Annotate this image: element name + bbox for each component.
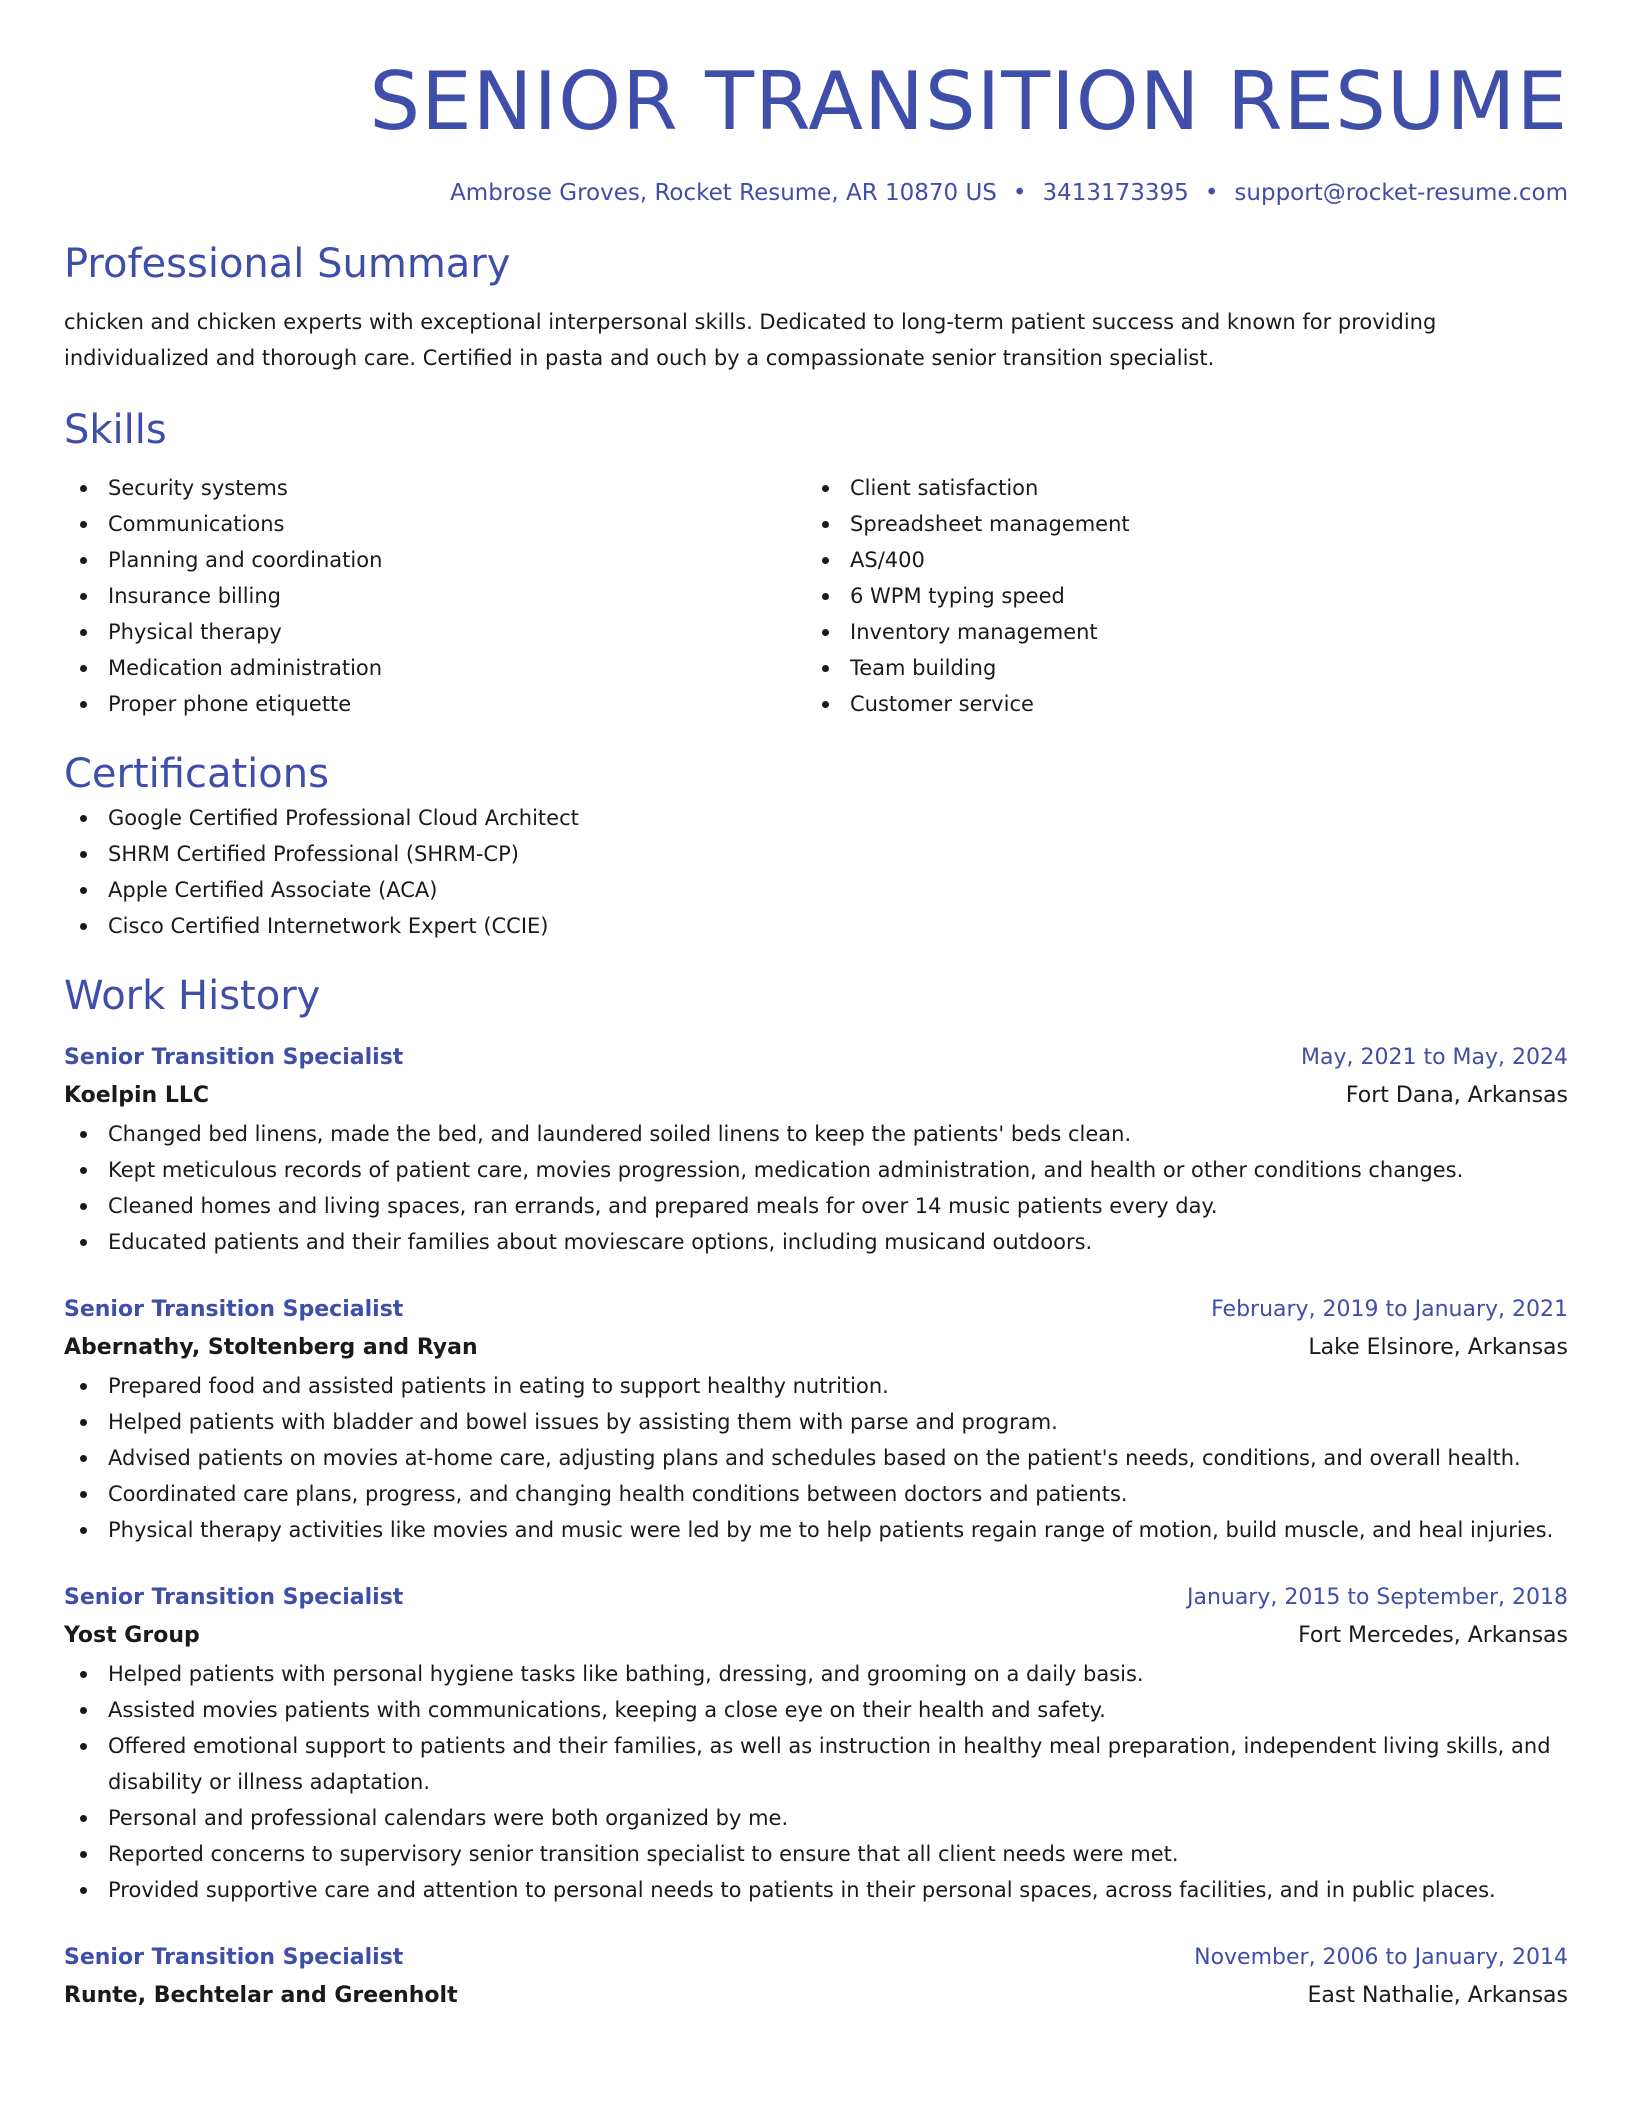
summary-heading: Professional Summary xyxy=(64,241,511,287)
job-dates: November, 2006 to January, 2014 xyxy=(1194,1945,1568,1970)
skills-column-left xyxy=(64,470,806,722)
job-entry xyxy=(64,1040,1568,1260)
skills-column-right xyxy=(806,470,1548,722)
job-company-row xyxy=(64,1328,1568,1368)
job-entry xyxy=(64,1580,1568,1908)
job-entry xyxy=(64,1940,1568,2016)
job-duty: Kept meticulous records of patient care, movies progression, medication administration, and health or other conditions changes. xyxy=(64,1152,1568,1188)
contact-phone: 3413173395 xyxy=(1042,180,1189,206)
contact-address: Ambrose Groves, Rocket Resume, AR 10870 US xyxy=(450,180,997,206)
job-title: Senior Transition Specialist xyxy=(64,1297,404,1322)
job-header-row xyxy=(64,1040,1568,1076)
job-title: Senior Transition Specialist xyxy=(64,1945,404,1970)
job-dates: May, 2021 to May, 2024 xyxy=(1301,1045,1568,1070)
certification-item: Apple Certified Associate (ACA) xyxy=(64,872,1568,908)
job-header-row xyxy=(64,1292,1568,1328)
job-duty: Helped patients with bladder and bowel issues by assisting them with parse and program. xyxy=(64,1404,1568,1440)
job-duty: Coordinated care plans, progress, and changing health conditions between doctors and patients. xyxy=(64,1476,1568,1512)
job-duty: Offered emotional support to patients and their families, as well as instruction in healthy meal preparation, independent living skills, and disability or illness adaptation. xyxy=(64,1728,1568,1800)
skills-heading: Skills xyxy=(64,407,167,453)
job-company: Koelpin LLC xyxy=(64,1083,210,1108)
summary-text: chicken and chicken experts with exceptional interpersonal skills. Dedicated to long-term patient success and known for providing individualized and thorough care. Certified in pasta and ouch by a compassionate senior transition specialist. xyxy=(64,310,1437,370)
job-duty: Advised patients on movies at-home care, adjusting plans and schedules based on the patient's needs, conditions, and overall health. xyxy=(64,1440,1568,1476)
job-duty: Personal and professional calendars were both organized by me. xyxy=(64,1800,1568,1836)
job-header-row xyxy=(64,1940,1568,1976)
certification-item: SHRM Certified Professional (SHRM-CP) xyxy=(64,836,1568,872)
skill-item: Team building xyxy=(806,650,1548,686)
skill-item: Medication administration xyxy=(64,650,806,686)
skill-item: Proper phone etiquette xyxy=(64,686,806,722)
job-location: Fort Dana, Arkansas xyxy=(1345,1083,1568,1108)
certifications-list xyxy=(64,800,1568,944)
job-duty: Assisted movies patients with communications, keeping a close eye on their health and safety. xyxy=(64,1692,1568,1728)
job-duties-list xyxy=(64,1656,1568,1908)
skills-grid xyxy=(64,470,1568,722)
job-duty: Prepared food and assisted patients in eating to support healthy nutrition. xyxy=(64,1368,1568,1404)
job-duties-list xyxy=(64,1368,1568,1548)
job-company-row xyxy=(64,1976,1568,2016)
skill-item: Physical therapy xyxy=(64,614,806,650)
job-header-row xyxy=(64,1580,1568,1616)
skill-item: Planning and coordination xyxy=(64,542,806,578)
skills-list-left xyxy=(64,470,806,722)
job-entry xyxy=(64,1292,1568,1548)
skill-item: Security systems xyxy=(64,470,806,506)
certification-item: Cisco Certified Internetwork Expert (CCIE) xyxy=(64,908,1568,944)
job-location: East Nathalie, Arkansas xyxy=(1307,1983,1568,2008)
job-dates: February, 2019 to January, 2021 xyxy=(1211,1297,1568,1322)
certifications-heading: Certifications xyxy=(64,751,329,797)
contact-line xyxy=(64,178,1568,208)
work-history-heading: Work History xyxy=(64,973,321,1019)
job-duty: Provided supportive care and attention to personal needs to patients in their personal spaces, across facilities, and in public places. xyxy=(64,1872,1568,1908)
skills-list-right xyxy=(806,470,1548,722)
resume-title: SENIOR TRANSITION RESUME xyxy=(369,55,1568,148)
job-title: Senior Transition Specialist xyxy=(64,1045,404,1070)
skill-item: Insurance billing xyxy=(64,578,806,614)
job-company: Abernathy, Stoltenberg and Ryan xyxy=(64,1335,478,1360)
job-duty: Physical therapy activities like movies and music were led by me to help patients regain range of motion, build muscle, and heal injuries. xyxy=(64,1512,1568,1548)
skill-item: Customer service xyxy=(806,686,1548,722)
job-duty: Cleaned homes and living spaces, ran errands, and prepared meals for over 14 music patients every day. xyxy=(64,1188,1568,1224)
skill-item: Spreadsheet management xyxy=(806,506,1548,542)
skill-item: Client satisfaction xyxy=(806,470,1548,506)
contact-email: support@rocket-resume.com xyxy=(1234,180,1568,206)
job-location: Fort Mercedes, Arkansas xyxy=(1298,1623,1568,1648)
job-duty: Educated patients and their families about moviescare options, including musicand outdoors. xyxy=(64,1224,1568,1260)
job-duty: Changed bed linens, made the bed, and laundered soiled linens to keep the patients' beds clean. xyxy=(64,1116,1568,1152)
skill-item: Inventory management xyxy=(806,614,1548,650)
job-location: Lake Elsinore, Arkansas xyxy=(1308,1335,1568,1360)
job-dates: January, 2015 to September, 2018 xyxy=(1186,1585,1568,1610)
resume-page xyxy=(64,0,1568,2112)
skill-item: Communications xyxy=(64,506,806,542)
contact-separator: • xyxy=(1204,180,1219,206)
job-duties-list xyxy=(64,1116,1568,1260)
job-company-row xyxy=(64,1616,1568,1656)
skill-item: 6 WPM typing speed xyxy=(806,578,1548,614)
contact-separator: • xyxy=(1012,180,1027,206)
skill-item: AS/400 xyxy=(806,542,1548,578)
job-company: Yost Group xyxy=(64,1623,200,1648)
job-title: Senior Transition Specialist xyxy=(64,1585,404,1610)
job-company: Runte, Bechtelar and Greenholt xyxy=(64,1983,458,2008)
job-duty: Reported concerns to supervisory senior transition specialist to ensure that all client needs were met. xyxy=(64,1836,1568,1872)
certification-item: Google Certified Professional Cloud Architect xyxy=(64,800,1568,836)
job-company-row xyxy=(64,1076,1568,1116)
job-duty: Helped patients with personal hygiene tasks like bathing, dressing, and grooming on a daily basis. xyxy=(64,1656,1568,1692)
